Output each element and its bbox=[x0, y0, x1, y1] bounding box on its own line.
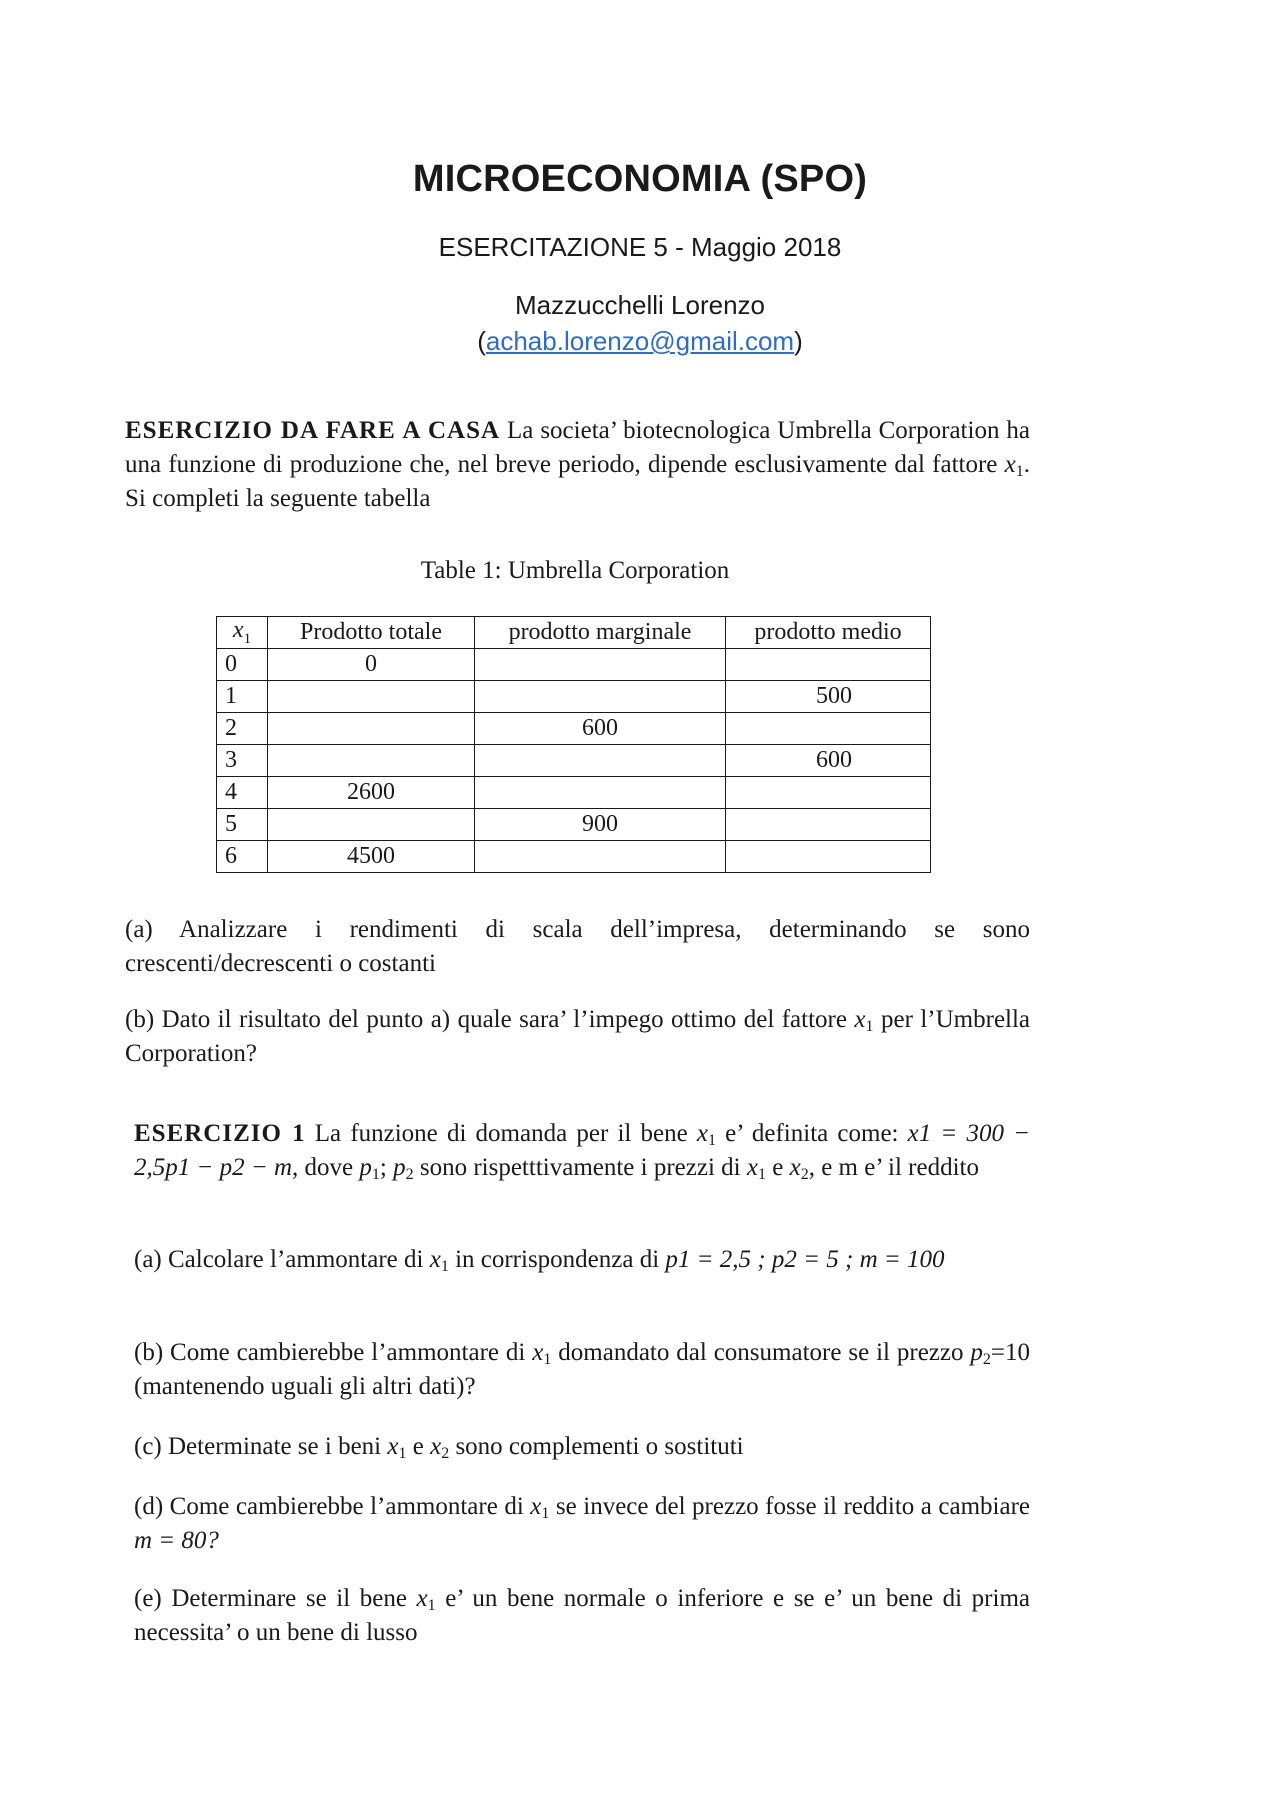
exercise1-question-a: (a) Calcolare l’ammontare di $x_1$ in corrispondenza di p1 = 2,5 ; p2 = 5 ; m = 100 bbox=[134, 1246, 945, 1275]
cell-prodotto-totale: 2600 bbox=[268, 777, 475, 809]
cell-prodotto-medio bbox=[726, 713, 931, 745]
cell-x1: 2 bbox=[217, 713, 268, 745]
exercise1-qa-text-1: (a) Calcolare l’ammontare di bbox=[134, 1246, 424, 1273]
exercise1-question-b: (b) Come cambierebbe l’ammontare di $x_1$ domandato dal consumatore se il prezzo $p_2=10$ (mantenendo uguali gli altri dati)? bbox=[134, 1339, 1031, 1400]
exercise1-qd-text-1: (d) Come cambierebbe l’ammontare di bbox=[134, 1493, 524, 1520]
cell-x1: 1 bbox=[217, 681, 268, 713]
homework-intro-text-a: La societa’ biotecnologica Umbrella Corporation ha una funzione di produzione che, nel breve periodo, dipende esclusivamente dal fattore bbox=[125, 417, 1030, 478]
exercise1-qb-text-3: =10 (mantenendo uguali gli altri dati)? bbox=[134, 1339, 1031, 1400]
exercise1-qd-value: m = 80? bbox=[134, 1527, 219, 1554]
cell-prodotto-marginale bbox=[475, 777, 726, 809]
table-row bbox=[217, 777, 931, 809]
exercise1-formula: x1 = 300 − 2,5p1 − p2 − m bbox=[134, 1120, 1031, 1181]
header-prodotto-medio: prodotto medio bbox=[726, 617, 931, 649]
cell-prodotto-medio: 600 bbox=[726, 745, 931, 777]
exercise1-intro-3: , dove bbox=[292, 1154, 354, 1181]
header-x1: $x_1$ bbox=[217, 617, 268, 649]
cell-x1: 4 bbox=[217, 777, 268, 809]
homework-intro-var: x bbox=[1004, 451, 1016, 478]
cell-x1: 3 bbox=[217, 745, 268, 777]
cell-prodotto-marginale bbox=[475, 649, 726, 681]
production-table bbox=[216, 616, 931, 873]
exercise1-intro-5: e bbox=[772, 1154, 784, 1181]
exercise1-intro: ESERCIZIO 1 La funzione di domanda per il bene $x_1$ e’ definita come: x1 = 300 − 2,5p1 − p2 − m, dove $p_1$; $p_2$ sono rispetttivamente i prezzi di $x_1$ e $x_2$, e m e’ il reddito bbox=[134, 1120, 1031, 1183]
table-row bbox=[217, 681, 931, 713]
homework-qb-text-2: per l’Umbrella Corporation? bbox=[125, 1006, 1031, 1067]
cell-prodotto-medio bbox=[726, 841, 931, 873]
exercise1-qe-text-2: e’ un bene normale o inferiore e se e’ un bene di prima necessita’ o un bene di lusso bbox=[134, 1585, 1030, 1646]
cell-prodotto-medio: 500 bbox=[726, 681, 931, 713]
exercise1-qa-text-2: in corrispondenza di bbox=[455, 1246, 660, 1273]
homework-intro bbox=[125, 414, 1030, 516]
cell-prodotto-totale bbox=[268, 745, 475, 777]
cell-prodotto-marginale bbox=[475, 681, 726, 713]
cell-prodotto-marginale: 600 bbox=[475, 713, 726, 745]
exercise1-question-e: (e) Determinare se il bene $x_1$ e’ un bene normale o inferiore e se e’ un bene di prima necessita’ o un bene di lusso bbox=[134, 1585, 1030, 1646]
exercise1-qd-text-2: se invece del prezzo fosse il reddito a cambiare bbox=[555, 1493, 1031, 1520]
table-caption: Table 1: Umbrella Corporation bbox=[420, 557, 730, 584]
table-header-row bbox=[217, 617, 931, 649]
exercise1-intro-2: e’ definita come: bbox=[725, 1120, 899, 1147]
exercise1-intro-1: La funzione di domanda per il bene bbox=[314, 1120, 688, 1147]
cell-prodotto-marginale bbox=[475, 841, 726, 873]
table-row bbox=[217, 649, 931, 681]
cell-prodotto-marginale: 900 bbox=[475, 809, 726, 841]
cell-prodotto-totale: 4500 bbox=[268, 841, 475, 873]
homework-question-a: (a) Analizzare i rendimenti di scala dell’impresa, determinando se sono crescenti/decrescenti o costanti bbox=[125, 916, 1030, 977]
table-row bbox=[217, 745, 931, 777]
exercise1-qc-text-1: (c) Determinate se i beni bbox=[134, 1433, 382, 1460]
homework-qb-text-1: (b) Dato il risultato del punto a) quale sara’ l’impego ottimo del fattore bbox=[125, 1006, 847, 1033]
exercise1-qc-text-2: e bbox=[412, 1433, 424, 1460]
document-subtitle: ESERCITAZIONE 5 - Maggio 2018 bbox=[438, 232, 842, 262]
cell-prodotto-totale: 0 bbox=[268, 649, 475, 681]
exercise1-heading: ESERCIZIO 1 bbox=[134, 1120, 306, 1147]
author-name: Mazzucchelli Lorenzo bbox=[514, 290, 765, 320]
exercise1-question-d: (d) Come cambierebbe l’ammontare di $x_1$ se invece del prezzo fosse il reddito a cambiare m = 80? bbox=[134, 1493, 1031, 1554]
exercise1-qa-values: p1 = 2,5 ; p2 = 5 ; m = 100 bbox=[665, 1246, 945, 1273]
cell-prodotto-medio bbox=[726, 777, 931, 809]
table-row bbox=[217, 713, 931, 745]
exercise1-qb-text-2: domandato dal consumatore se il prezzo bbox=[558, 1339, 964, 1366]
exercise1-qe-text-1: (e) Determinare se il bene bbox=[134, 1585, 407, 1612]
table-row bbox=[217, 809, 931, 841]
cell-prodotto-medio bbox=[726, 809, 931, 841]
email-close-paren: ) bbox=[794, 326, 803, 356]
homework-intro-sub: 1 bbox=[1015, 463, 1024, 480]
header-prodotto-marginale: prodotto marginale bbox=[475, 617, 726, 649]
cell-x1: 6 bbox=[217, 841, 268, 873]
cell-prodotto-totale bbox=[268, 681, 475, 713]
exercise1-intro-6: , e m e’ il reddito bbox=[808, 1154, 979, 1181]
exercise1-qb-text-1: (b) Come cambierebbe l’ammontare di bbox=[134, 1339, 526, 1366]
cell-prodotto-medio bbox=[726, 649, 931, 681]
email-open-paren: ( bbox=[477, 326, 486, 356]
author-email-line bbox=[0, 326, 1280, 357]
homework-heading: ESERCIZIO DA FARE A CASA bbox=[125, 417, 501, 444]
cell-prodotto-totale bbox=[268, 713, 475, 745]
cell-prodotto-totale bbox=[268, 809, 475, 841]
exercise1-intro-4: sono rispetttivamente i prezzi di bbox=[419, 1154, 741, 1181]
header-prodotto-totale: Prodotto totale bbox=[268, 617, 475, 649]
author-email-link[interactable]: achab.lorenzo@gmail.com bbox=[485, 326, 795, 356]
exercise1-qc-text-3: sono complementi o sostituti bbox=[455, 1433, 744, 1460]
cell-x1: 0 bbox=[217, 649, 268, 681]
cell-x1: 5 bbox=[217, 809, 268, 841]
exercise1-question-c: (c) Determinate se i beni $x_1$ e $x_2$ sono complementi o sostituti bbox=[134, 1433, 744, 1462]
table-row bbox=[217, 841, 931, 873]
homework-question-b: (b) Dato il risultato del punto a) quale sara’ l’impego ottimo del fattore $x_1$ per l’Umbrella Corporation? bbox=[125, 1006, 1031, 1067]
document-title: MICROECONOMIA (SPO) bbox=[412, 158, 868, 200]
cell-prodotto-marginale bbox=[475, 745, 726, 777]
homework-intro-text-b: . Si completi la seguente tabella bbox=[125, 451, 1030, 512]
